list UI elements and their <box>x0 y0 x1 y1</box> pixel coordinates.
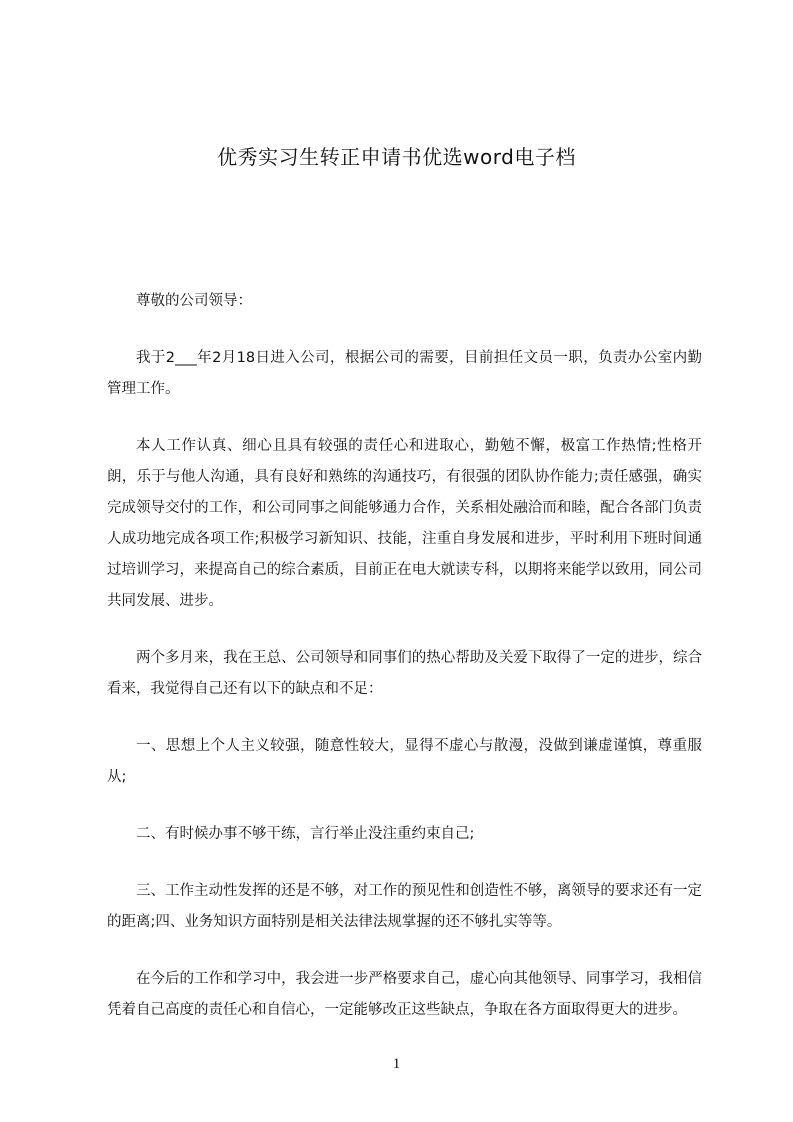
document-title: 优秀实习生转正申请书优选word电子档 <box>217 145 576 169</box>
salutation: 尊敬的公司领导： <box>136 293 252 309</box>
paragraph-shortcoming-1: 一、思想上个人主义较强，随意性较大，显得不虚心与散漫，没做到谦虚谨慎，尊重服从; <box>107 738 702 785</box>
paragraph-intro: 我于2___年2月18日进入公司，根据公司的需要，目前担任文员一职，负责办公室内勤管理工作。 <box>107 350 702 397</box>
paragraph-progress: 两个多月来，我在王总、公司领导和同事们的热心帮助及关爱下取得了一定的进步，综合看来，我觉得自己还有以下的缺点和不足： <box>107 650 702 697</box>
page-number: 1 <box>392 1056 401 1072</box>
paragraph-conclusion: 在今后的工作和学习中，我会进一步严格要求自己，虚心向其他领导、同事学习，我相信凭着自己高度的责任心和自信心，一定能够改正这些缺点，争取在各方面取得更大的进步。 <box>107 971 702 1018</box>
paragraph-shortcoming-3-4: 三、工作主动性发挥的还是不够，对工作的预见性和创造性不够，离领导的要求还有一定的距离;四、业务知识方面特别是相关法律法规掌握的还不够扎实等等。 <box>107 883 702 930</box>
document-body <box>107 286 702 1052</box>
paragraph-shortcoming-2: 二、有时候办事不够干练，言行举止没注重约束自己; <box>136 826 475 842</box>
paragraph-strengths: 本人工作认真、细心且具有较强的责任心和进取心，勤勉不懈，极富工作热情;性格开朗，乐于与他人沟通，具有良好和熟练的沟通技巧，有很强的团队协作能力;责任感强，确实完成领导交付的工作，和公司同事之间能够通力合作，关系相处融洽而和睦，配合各部门负责人成功地完成各项工作;积极学习新知识、技能，注重自身发展和进步，平时利用下班时间通过培训学习，来提高自己的综合素质，目前正在电大就读专科，以期将来能学以致用，同公司共同发展、进步。 <box>107 438 702 609</box>
